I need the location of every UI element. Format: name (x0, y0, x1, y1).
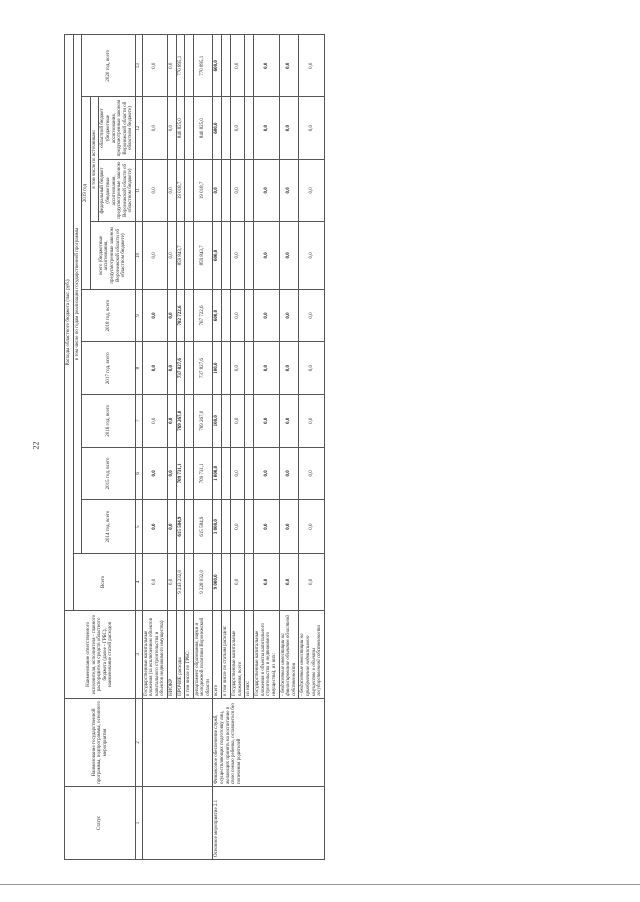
value-cell: 840 825,0 (193, 97, 213, 159)
value-cell: 9 228 032,0 (193, 553, 213, 610)
value-cell (185, 222, 194, 290)
value-cell: 769 267,0 (193, 394, 213, 447)
value-cell (185, 289, 194, 342)
total-header: Всего (73, 553, 135, 610)
value-cell: 0,0 (254, 35, 279, 97)
federal-header: федеральный бюджет (бюджетные ассигнования, предусмотренные законом Воронежской области об областном бюджете) (99, 159, 136, 221)
stages-title: в том числе по годам реализации государственной программы (73, 35, 82, 554)
value-cell (245, 159, 254, 221)
event-name: Финансовое обеспечение служб, осуществляющих подготовку лиц, желающих принять на воспитание в свою семью ребенка, оставшегося без попечения родителей (213, 698, 324, 786)
value-cell: 0,0 (299, 35, 324, 97)
value-cell: 100,0 (213, 394, 222, 447)
value-cell: 600,0 (213, 97, 222, 159)
value-cell (185, 342, 194, 395)
value-cell: 0,0 (299, 394, 324, 447)
value-cell: 0,0 (254, 394, 279, 447)
value-cell: 0,0 (279, 35, 299, 97)
value-cell: 600,0 (213, 35, 222, 97)
value-cell: 0,0 (254, 447, 279, 500)
value-cell (245, 342, 254, 395)
col-number: 10 (135, 222, 142, 290)
value-cell: 859 843,7 (193, 222, 213, 290)
value-cell: 770 895,1 (176, 35, 185, 97)
value-cell: 769 267,0 (176, 394, 185, 447)
value-cell: 0,0 (299, 500, 324, 554)
row-label: Государственные капитальные вложения (за исключением объектов капитального строительства и объектов недвижимого имущества) (142, 610, 167, 698)
value-cell: 0,0 (167, 97, 176, 159)
row-label: в том числе по статьям расходов: (222, 610, 231, 698)
value-cell: 0,0 (167, 35, 176, 97)
value-cell: 0,0 (231, 35, 245, 97)
value-cell (245, 35, 254, 97)
year-2019-header: 2019 год (82, 97, 91, 289)
row-label: всего (213, 610, 222, 698)
value-cell: 709 731,1 (176, 447, 185, 500)
col-number: 3 (135, 610, 142, 698)
value-cell: 0,0 (213, 159, 222, 221)
value-cell: 615 584,9 (176, 500, 185, 554)
year-2018-header: 2018 год, всего (82, 289, 136, 342)
row-label: ПРОЧИЕ расходы (176, 610, 185, 698)
name-cell-empty (142, 698, 213, 786)
budget-table (64, 34, 325, 860)
col-number: 12 (135, 97, 142, 159)
row-label: - бюджетные инвестиции на приобретение недвижимого имущества в объекты государственной собственности (299, 610, 324, 698)
value-cell: 0,0 (231, 447, 245, 500)
regional-header: областной бюджет (бюджетные ассигнования, предусмотренные законом Воронежской области об областном бюджете) (99, 97, 136, 159)
value-cell: 0,0 (167, 289, 176, 342)
value-cell: 0,0 (142, 97, 167, 159)
value-cell: 0,0 (231, 500, 245, 554)
value-cell: 0,0 (299, 97, 324, 159)
value-cell: 782 722,6 (176, 289, 185, 342)
row-label: департамент образования, науки и молодежной политики Воронежской области (193, 610, 213, 698)
value-cell: 0,0 (279, 342, 299, 395)
value-cell: 100,0 (213, 342, 222, 395)
row-label: из них: (245, 610, 254, 698)
value-cell: 0,0 (231, 289, 245, 342)
value-cell: 19 018,7 (193, 159, 213, 221)
value-cell: 600,0 (213, 222, 222, 290)
value-cell (245, 553, 254, 610)
value-cell (222, 289, 231, 342)
value-cell: 770 895,1 (193, 35, 213, 97)
col-number: 8 (135, 342, 142, 395)
rotated-page (64, 34, 624, 860)
value-cell: 0,0 (279, 159, 299, 221)
status-cell-empty (142, 786, 213, 859)
value-cell: 0,0 (142, 222, 167, 290)
value-cell: 0,0 (167, 500, 176, 554)
row-label: Государственные капитальные вложения, всего (231, 610, 245, 698)
value-cell: 0,0 (299, 289, 324, 342)
value-cell: 0,0 (299, 159, 324, 221)
value-cell (245, 97, 254, 159)
value-cell (222, 342, 231, 395)
value-cell: 0,0 (142, 447, 167, 500)
col-number: 4 (135, 553, 142, 610)
value-cell: 840 825,0 (176, 97, 185, 159)
row-label: НИОКР (167, 610, 176, 698)
value-cell: 737 827,6 (193, 342, 213, 395)
year-2019-total-header: всего (бюджетные ассигнования, предусмотренные законом Воронежской области об областном бюджете) (90, 222, 135, 290)
year-2016-header: 2016 год, всего (82, 394, 136, 447)
value-cell (245, 222, 254, 290)
col-number: 11 (135, 159, 142, 221)
value-cell (222, 159, 231, 221)
rotated-table-stage (64, 34, 624, 860)
table-row (213, 35, 222, 860)
value-cell (245, 289, 254, 342)
value-cell: 0,0 (254, 159, 279, 221)
row-label: в том числе по ГРБС: (185, 610, 194, 698)
value-cell (222, 447, 231, 500)
value-cell: 0,0 (279, 97, 299, 159)
value-cell: 0,0 (142, 35, 167, 97)
value-cell: 0,0 (254, 553, 279, 610)
value-cell: 0,0 (279, 289, 299, 342)
value-cell: 0,0 (231, 159, 245, 221)
year-2015-header: 2015 год, всего (82, 447, 136, 500)
value-cell: 0,0 (279, 222, 299, 290)
value-cell: 0,0 (254, 97, 279, 159)
value-cell: 9 000,0 (213, 553, 222, 610)
value-cell: 0,0 (142, 394, 167, 447)
col-number: 7 (135, 394, 142, 447)
event-status: Основное мероприятие 2.1 (213, 786, 324, 859)
value-cell: 0,0 (231, 222, 245, 290)
value-cell: 767 722,6 (193, 289, 213, 342)
value-cell: 615 584,9 (193, 500, 213, 554)
value-cell (222, 222, 231, 290)
value-cell (222, 97, 231, 159)
value-cell (222, 394, 231, 447)
expenses-title: Расходы областного бюджета (тыс. руб.) (65, 35, 74, 611)
value-cell: 0,0 (167, 553, 176, 610)
value-cell: 0,0 (299, 553, 324, 610)
value-cell: 709 731,1 (193, 447, 213, 500)
value-cell: 0,0 (279, 500, 299, 554)
value-cell: 859 843,7 (176, 222, 185, 290)
value-cell (222, 35, 231, 97)
value-cell: 0,0 (231, 394, 245, 447)
value-cell: 0,0 (254, 289, 279, 342)
value-cell: 0,0 (279, 553, 299, 610)
value-cell: 0,0 (299, 342, 324, 395)
col-number: 1 (135, 786, 142, 859)
value-cell (185, 500, 194, 554)
value-cell: 1 000,0 (213, 447, 222, 500)
value-cell: 19 018,7 (176, 159, 185, 221)
value-cell: 737 827,6 (176, 342, 185, 395)
row-label: Государственные капитальные вложения в объекты капитального строительства и недвижимого имущества), из них: (254, 610, 279, 698)
value-cell (245, 447, 254, 500)
col-number: 6 (135, 447, 142, 500)
value-cell: 0,0 (142, 500, 167, 554)
value-cell: 0,0 (142, 342, 167, 395)
value-cell: 9 243 232,0 (176, 553, 185, 610)
col-number: 9 (135, 289, 142, 342)
value-cell (185, 553, 194, 610)
value-cell (185, 35, 194, 97)
value-cell: 0,0 (231, 553, 245, 610)
value-cell (185, 97, 194, 159)
value-cell: 600,0 (213, 289, 222, 342)
year-2014-header: 2014 год, всего (82, 500, 136, 554)
bottom-rule (0, 884, 640, 885)
value-cell: 0,0 (299, 447, 324, 500)
value-cell: 0,0 (231, 342, 245, 395)
program-name-header: Наименование государственной программы, подпрограммы, основного мероприятия (65, 698, 136, 786)
table-row (142, 35, 167, 860)
value-cell (222, 500, 231, 554)
value-cell (185, 394, 194, 447)
value-cell: 0,0 (279, 394, 299, 447)
value-cell: 0,0 (299, 222, 324, 290)
value-cell: 0,0 (254, 342, 279, 395)
row-label: - бюджетные инвестиции на финансирование объектов областной собственности (279, 610, 299, 698)
value-cell (245, 500, 254, 554)
value-cell (222, 553, 231, 610)
value-cell: 0,0 (142, 553, 167, 610)
value-cell: 0,0 (231, 97, 245, 159)
col-number: 5 (135, 500, 142, 554)
col-number: 2 (135, 698, 142, 786)
value-cell: 0,0 (167, 447, 176, 500)
status-header: Статус (65, 786, 136, 859)
by-source-header: в том числе по источникам: (90, 97, 99, 222)
value-cell (185, 447, 194, 500)
value-cell: 0,0 (167, 342, 176, 395)
value-cell (245, 394, 254, 447)
value-cell: 0,0 (167, 159, 176, 221)
value-cell: 3 000,0 (213, 500, 222, 554)
value-cell: 0,0 (142, 289, 167, 342)
value-cell: 0,0 (279, 447, 299, 500)
value-cell: 0,0 (167, 222, 176, 290)
value-cell: 0,0 (142, 159, 167, 221)
year-2017-header: 2017 год, всего (82, 342, 136, 395)
value-cell: 0,0 (254, 500, 279, 554)
column-numbers-row (135, 35, 142, 860)
year-2020-header: 2020 год, всего (82, 35, 136, 97)
page-number: 22 (31, 441, 41, 450)
value-cell (185, 159, 194, 221)
value-cell: 0,0 (254, 222, 279, 290)
value-cell: 0,0 (167, 394, 176, 447)
col-number: 13 (135, 35, 142, 97)
executor-header: Наименование ответственного исполнителя, исполнителя - главного распорядителя средств областного бюджета (далее - ГРБС), наименование статей расходов (65, 610, 136, 698)
